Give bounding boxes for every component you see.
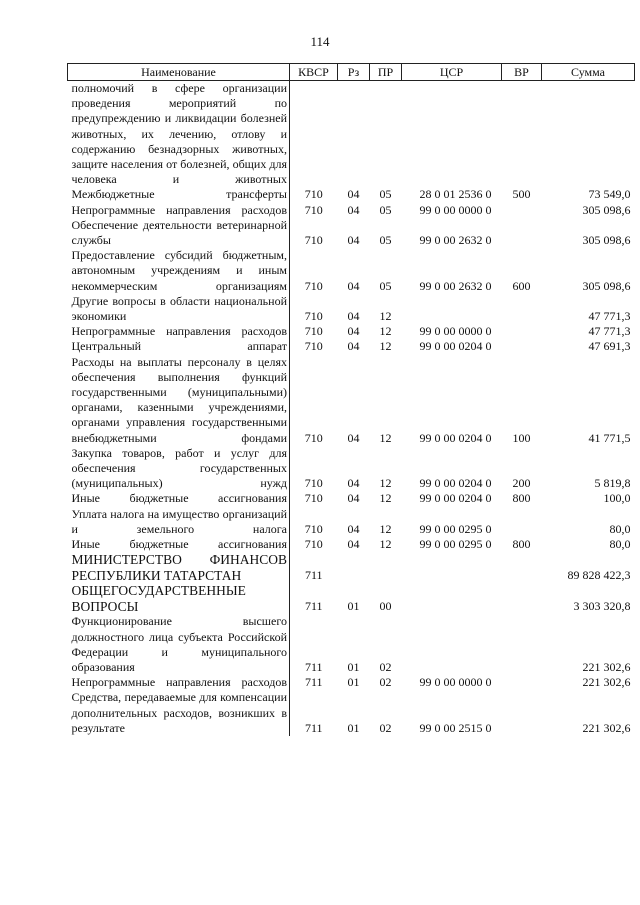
table-row bbox=[68, 248, 635, 294]
cell-kvsr: 710 bbox=[304, 278, 323, 293]
table-row bbox=[68, 614, 635, 675]
cell-kvsr: 710 bbox=[304, 309, 323, 324]
cell-kvsr: 711 bbox=[304, 659, 323, 674]
cell-name: Расходы на выплаты персоналу в целях обеспечения выполнения функций государственными (муниципальными) органами, казенными учреждениями, органами управления государственными внебюджетными фондами bbox=[68, 355, 290, 446]
cell-rz: 04 bbox=[347, 202, 360, 217]
cell-vr bbox=[502, 552, 542, 583]
cell-sum: 41 771,5 bbox=[588, 430, 631, 445]
table-row bbox=[68, 690, 635, 736]
cell-vr: 800 bbox=[512, 491, 531, 506]
cell-vr bbox=[502, 690, 542, 736]
cell-kvsr: 711 bbox=[304, 675, 323, 690]
cell-sum: 3 303 320,8 bbox=[573, 598, 631, 613]
cell-pr: 12 bbox=[379, 491, 392, 506]
table-row bbox=[68, 324, 635, 339]
cell-sum bbox=[542, 81, 635, 188]
page-number: 114 bbox=[310, 34, 330, 49]
cell-pr: 02 bbox=[379, 675, 392, 690]
cell-pr: 05 bbox=[379, 202, 392, 217]
cell-kvsr: 710 bbox=[304, 187, 323, 202]
cell-pr: 12 bbox=[379, 324, 392, 339]
cell-csr: 99 0 00 0000 0 bbox=[419, 675, 492, 690]
cell-sum: 73 549,0 bbox=[588, 187, 631, 202]
cell-name: ОБЩЕГОСУДАРСТВЕННЫЕ ВОПРОСЫ bbox=[68, 583, 290, 614]
header-rz: Рз bbox=[338, 64, 370, 81]
cell-pr: 12 bbox=[379, 537, 392, 552]
cell-pr: 00 bbox=[379, 598, 392, 613]
cell-vr bbox=[502, 339, 542, 354]
cell-pr: 12 bbox=[379, 430, 392, 445]
cell-rz: 01 bbox=[347, 598, 360, 613]
cell-name: полномочий в сфере организации проведения мероприятий по предупреждению и ликвидации болезней животных, их лечению, отлову и содержанию безнадзорных животных, защите населения от болезней, общих для человека и животных bbox=[68, 81, 290, 188]
table-header bbox=[68, 64, 635, 81]
cell-name: Непрограммные направления расходов bbox=[68, 324, 290, 339]
cell-vr bbox=[502, 81, 542, 188]
cell-csr bbox=[402, 583, 502, 614]
cell-rz: 04 bbox=[347, 521, 360, 536]
cell-sum: 305 098,6 bbox=[582, 202, 631, 217]
cell-vr bbox=[502, 294, 542, 324]
header-csr: ЦСР bbox=[402, 64, 502, 81]
cell-sum: 89 828 422,3 bbox=[567, 567, 631, 582]
cell-csr: 99 0 00 0204 0 bbox=[419, 476, 492, 491]
cell-vr bbox=[502, 324, 542, 339]
cell-name: Непрограммные направления расходов bbox=[68, 675, 290, 690]
table-row bbox=[68, 537, 635, 552]
cell-csr bbox=[402, 614, 502, 675]
cell-sum: 80,0 bbox=[609, 521, 631, 536]
table-row bbox=[68, 203, 635, 218]
cell-name: Иные бюджетные ассигнования bbox=[68, 537, 290, 552]
cell-rz: 04 bbox=[347, 187, 360, 202]
cell-vr: 600 bbox=[512, 278, 531, 293]
cell-csr bbox=[402, 81, 502, 188]
cell-csr: 99 0 00 2632 0 bbox=[419, 278, 492, 293]
cell-kvsr: 711 bbox=[304, 567, 323, 582]
cell-csr: 99 0 00 0295 0 bbox=[419, 537, 492, 552]
cell-vr bbox=[502, 203, 542, 218]
cell-rz: 04 bbox=[347, 324, 360, 339]
cell-sum: 47 771,3 bbox=[588, 309, 631, 324]
cell-sum: 47 771,3 bbox=[588, 324, 631, 339]
cell-sum: 221 302,6 bbox=[582, 659, 631, 674]
cell-pr: 12 bbox=[379, 309, 392, 324]
table-row bbox=[68, 675, 635, 690]
cell-csr: 99 0 00 0204 0 bbox=[419, 339, 492, 354]
cell-kvsr: 710 bbox=[304, 476, 323, 491]
cell-rz bbox=[338, 552, 370, 583]
cell-kvsr: 710 bbox=[304, 233, 323, 248]
cell-name: Непрограммные направления расходов bbox=[68, 203, 290, 218]
cell-pr: 05 bbox=[379, 278, 392, 293]
cell-name: Межбюджетные трансферты bbox=[68, 187, 290, 202]
cell-sum: 100,0 bbox=[603, 491, 631, 506]
table-row bbox=[68, 339, 635, 354]
header-kvsr: КВСР bbox=[290, 64, 338, 81]
cell-pr: 12 bbox=[379, 476, 392, 491]
cell-csr bbox=[402, 552, 502, 583]
cell-pr: 05 bbox=[379, 233, 392, 248]
cell-csr: 99 0 00 2515 0 bbox=[419, 720, 492, 735]
cell-name: Уплата налога на имущество организаций и земельного налога bbox=[68, 507, 290, 537]
cell-rz: 04 bbox=[347, 309, 360, 324]
cell-name: МИНИСТЕРСТВО ФИНАНСОВ РЕСПУБЛИКИ ТАТАРСТАН bbox=[68, 552, 290, 583]
cell-csr: 99 0 00 0295 0 bbox=[419, 521, 492, 536]
cell-pr: 02 bbox=[379, 659, 392, 674]
cell-rz: 04 bbox=[347, 278, 360, 293]
cell-rz bbox=[338, 81, 370, 188]
cell-name: Закупка товаров, работ и услуг для обеспечения государственных (муниципальных) нужд bbox=[68, 446, 290, 492]
table-row bbox=[68, 81, 635, 188]
cell-csr: 99 0 00 0204 0 bbox=[419, 491, 492, 506]
cell-kvsr: 710 bbox=[304, 339, 323, 354]
cell-rz: 04 bbox=[347, 233, 360, 248]
table-row bbox=[68, 294, 635, 324]
table-row bbox=[68, 552, 635, 583]
cell-rz: 04 bbox=[347, 476, 360, 491]
cell-kvsr: 710 bbox=[304, 430, 323, 445]
cell-kvsr: 710 bbox=[304, 202, 323, 217]
cell-rz: 04 bbox=[347, 339, 360, 354]
table-row bbox=[68, 507, 635, 537]
cell-rz: 01 bbox=[347, 675, 360, 690]
cell-vr: 200 bbox=[512, 476, 531, 491]
cell-rz: 01 bbox=[347, 720, 360, 735]
cell-csr: 99 0 00 0204 0 bbox=[419, 430, 492, 445]
cell-rz: 04 bbox=[347, 537, 360, 552]
cell-name: Другие вопросы в области национальной экономики bbox=[68, 294, 290, 324]
budget-table bbox=[67, 63, 635, 736]
table-row bbox=[68, 218, 635, 248]
cell-name: Иные бюджетные ассигнования bbox=[68, 491, 290, 506]
cell-vr bbox=[502, 507, 542, 537]
cell-sum: 305 098,6 bbox=[582, 278, 631, 293]
cell-vr bbox=[502, 218, 542, 248]
cell-sum: 221 302,6 bbox=[582, 675, 631, 690]
cell-pr: 05 bbox=[379, 187, 392, 202]
cell-name: Предоставление субсидий бюджетным, автономным учреждениям и иным некоммерческим организациям bbox=[68, 248, 290, 294]
cell-kvsr: 710 bbox=[304, 491, 323, 506]
cell-sum: 80,0 bbox=[609, 537, 631, 552]
cell-pr: 02 bbox=[379, 720, 392, 735]
cell-vr bbox=[502, 583, 542, 614]
table-row bbox=[68, 491, 635, 506]
cell-vr: 500 bbox=[512, 187, 531, 202]
cell-vr bbox=[502, 614, 542, 675]
cell-kvsr: 711 bbox=[304, 598, 323, 613]
header-pr: ПР bbox=[370, 64, 402, 81]
table-row bbox=[68, 446, 635, 492]
cell-kvsr: 710 bbox=[304, 537, 323, 552]
cell-kvsr: 710 bbox=[304, 521, 323, 536]
cell-vr: 800 bbox=[512, 537, 531, 552]
table-row bbox=[68, 583, 635, 614]
cell-rz: 04 bbox=[347, 430, 360, 445]
cell-name: Функционирование высшего должностного лица субъекта Российской Федерации и муниципального образования bbox=[68, 614, 290, 675]
cell-kvsr bbox=[290, 81, 338, 188]
cell-pr: 12 bbox=[379, 521, 392, 536]
header-vr: ВР bbox=[502, 64, 542, 81]
cell-rz: 01 bbox=[347, 659, 360, 674]
cell-sum: 5 819,8 bbox=[594, 476, 631, 491]
cell-sum: 221 302,6 bbox=[582, 720, 631, 735]
table-body bbox=[68, 81, 635, 736]
header-name: Наименование bbox=[68, 64, 290, 81]
cell-name: Обеспечение деятельности ветеринарной службы bbox=[68, 218, 290, 248]
cell-csr: 99 0 00 0000 0 bbox=[419, 324, 492, 339]
cell-name: Средства, передаваемые для компенсации дополнительных расходов, возникших в результате bbox=[68, 690, 290, 736]
cell-pr: 12 bbox=[379, 339, 392, 354]
table-row bbox=[68, 187, 635, 202]
table-row bbox=[68, 355, 635, 446]
cell-rz: 04 bbox=[347, 491, 360, 506]
cell-name: Центральный аппарат bbox=[68, 339, 290, 354]
cell-pr bbox=[370, 552, 402, 583]
cell-vr: 100 bbox=[512, 430, 531, 445]
header-sum: Сумма bbox=[542, 64, 635, 81]
cell-csr: 28 0 01 2536 0 bbox=[419, 187, 492, 202]
cell-csr: 99 0 00 0000 0 bbox=[419, 202, 492, 217]
cell-kvsr: 710 bbox=[304, 324, 323, 339]
cell-csr: 99 0 00 2632 0 bbox=[419, 233, 492, 248]
cell-vr bbox=[502, 675, 542, 690]
cell-csr bbox=[402, 294, 502, 324]
budget-table-container bbox=[67, 63, 634, 736]
cell-kvsr: 711 bbox=[304, 720, 323, 735]
cell-pr bbox=[370, 81, 402, 188]
cell-sum: 305 098,6 bbox=[582, 233, 631, 248]
cell-sum: 47 691,3 bbox=[588, 339, 631, 354]
